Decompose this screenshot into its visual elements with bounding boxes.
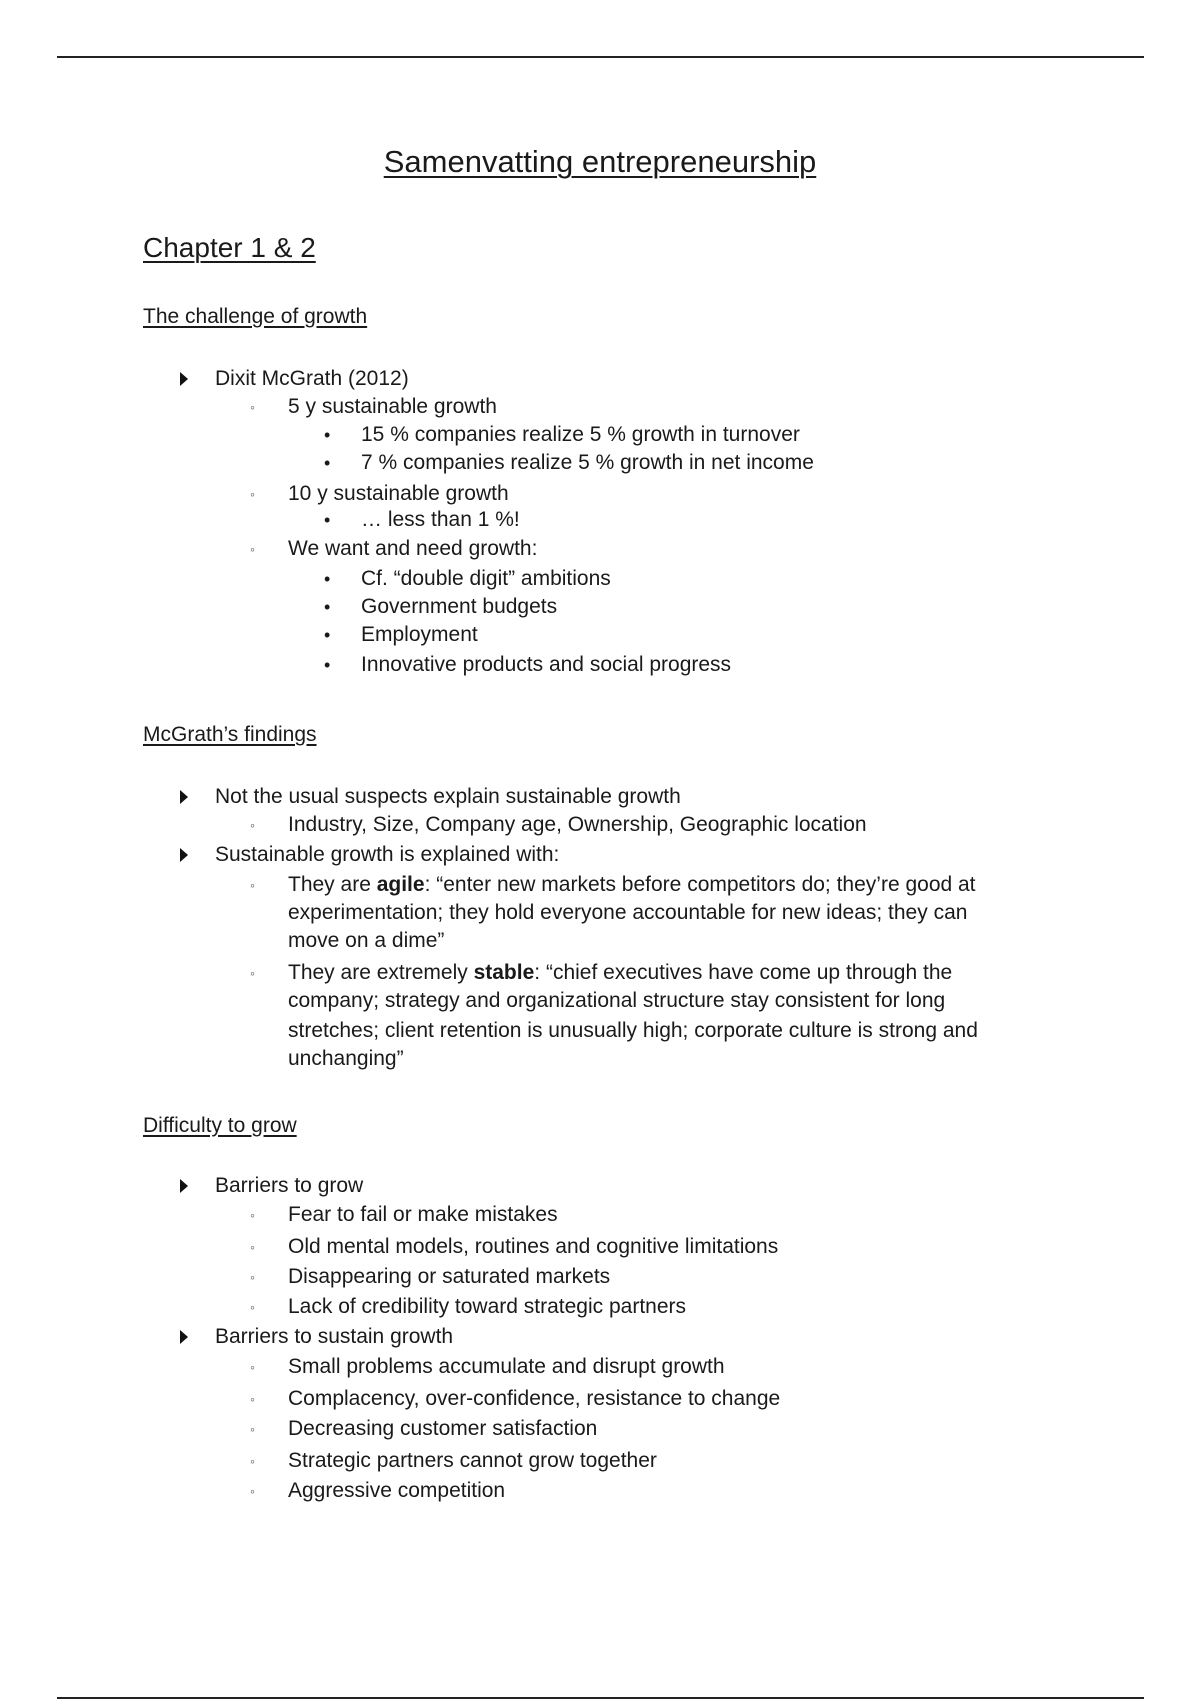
circle-bullet-icon: ◦	[250, 817, 255, 833]
list-item: Fear to fail or make mistakes	[288, 1203, 558, 1226]
list-item: company; strategy and organizational structure stay consistent for long	[288, 989, 946, 1012]
circle-bullet-icon: ◦	[250, 1299, 255, 1315]
list-item: We want and need growth:	[288, 537, 538, 560]
circle-bullet-icon: ◦	[250, 1239, 255, 1255]
list-item: Employment	[361, 623, 478, 646]
list-item: Aggressive competition	[288, 1479, 506, 1502]
dot-bullet-icon: •	[324, 625, 331, 645]
section-heading: Difficulty to grow	[143, 1114, 297, 1137]
circle-bullet-icon: ◦	[250, 1269, 255, 1285]
section-heading: McGrath’s findings	[143, 723, 317, 746]
list-item: Old mental models, routines and cognitive limitations	[288, 1235, 779, 1258]
list-item: Dixit McGrath (2012)	[215, 367, 409, 390]
list-item: Innovative products and social progress	[361, 653, 732, 676]
dot-bullet-icon: •	[324, 597, 331, 617]
list-item: Small problems accumulate and disrupt growth	[288, 1355, 725, 1378]
list-item: Not the usual suspects explain sustainable growth	[215, 785, 681, 808]
list-item: 5 y sustainable growth	[288, 395, 497, 418]
list-item-prefix: They are	[288, 873, 377, 896]
circle-bullet-icon: ◦	[250, 1483, 255, 1499]
chapter-heading: Chapter 1 & 2	[143, 232, 316, 263]
list-item-emphasis: stable	[473, 961, 535, 984]
list-item: Barriers to sustain growth	[215, 1325, 454, 1348]
section-heading: The challenge of growth	[143, 305, 368, 328]
list-item: Complacency, over-confidence, resistance to change	[288, 1387, 781, 1410]
list-item: Cf. “double digit” ambitions	[361, 567, 611, 590]
top-rule	[57, 56, 1144, 58]
list-item-emphasis: agile	[376, 873, 425, 896]
circle-bullet-icon: ◦	[250, 877, 255, 893]
circle-bullet-icon: ◦	[250, 1359, 255, 1375]
circle-bullet-icon: ◦	[250, 1453, 255, 1469]
list-item-prefix: They are extremely	[288, 961, 474, 984]
list-item: Industry, Size, Company age, Ownership, Geographic location	[288, 813, 867, 836]
list-item: … less than 1 %!	[361, 508, 520, 531]
circle-bullet-icon: ◦	[250, 965, 255, 981]
circle-bullet-icon: ◦	[250, 486, 255, 502]
circle-bullet-icon: ◦	[250, 541, 255, 557]
list-item: Lack of credibility toward strategic partners	[288, 1295, 687, 1318]
list-item	[288, 870, 976, 900]
circle-bullet-icon: ◦	[250, 1391, 255, 1407]
list-item: move on a dime”	[288, 929, 445, 952]
list-item: Sustainable growth is explained with:	[215, 843, 560, 866]
list-item: 7 % companies realize 5 % growth in net income	[361, 451, 814, 474]
document-title: Samenvatting entrepreneurship	[383, 144, 817, 179]
triangle-bullet-icon	[180, 848, 188, 862]
dot-bullet-icon: •	[324, 453, 331, 473]
list-item: Strategic partners cannot grow together	[288, 1449, 657, 1472]
triangle-bullet-icon	[180, 372, 188, 386]
bottom-rule	[57, 1697, 1144, 1699]
list-item: Decreasing customer satisfaction	[288, 1417, 598, 1440]
dot-bullet-icon: •	[324, 655, 331, 675]
list-item: unchanging”	[288, 1047, 404, 1070]
list-item-text: : “enter new markets before competitors do; they’re good at	[424, 873, 976, 896]
list-item: experimentation; they hold everyone accountable for new ideas; they can	[288, 901, 968, 924]
list-item	[288, 958, 952, 988]
circle-bullet-icon: ◦	[250, 1421, 255, 1437]
circle-bullet-icon: ◦	[250, 1207, 255, 1223]
list-item: 10 y sustainable growth	[288, 482, 509, 505]
list-item: stretches; client retention is unusually high; corporate culture is strong and	[288, 1019, 978, 1042]
triangle-bullet-icon	[180, 1330, 188, 1344]
list-item: Disappearing or saturated markets	[288, 1265, 611, 1288]
dot-bullet-icon: •	[324, 569, 331, 589]
circle-bullet-icon: ◦	[250, 399, 255, 415]
list-item: Government budgets	[361, 595, 558, 618]
list-item-text: : “chief executives have come up through the	[534, 961, 953, 984]
triangle-bullet-icon	[180, 790, 188, 804]
triangle-bullet-icon	[180, 1179, 188, 1193]
list-item: 15 % companies realize 5 % growth in turnover	[361, 423, 800, 446]
list-item: Barriers to grow	[215, 1174, 364, 1197]
dot-bullet-icon: •	[324, 510, 331, 530]
dot-bullet-icon: •	[324, 425, 331, 445]
